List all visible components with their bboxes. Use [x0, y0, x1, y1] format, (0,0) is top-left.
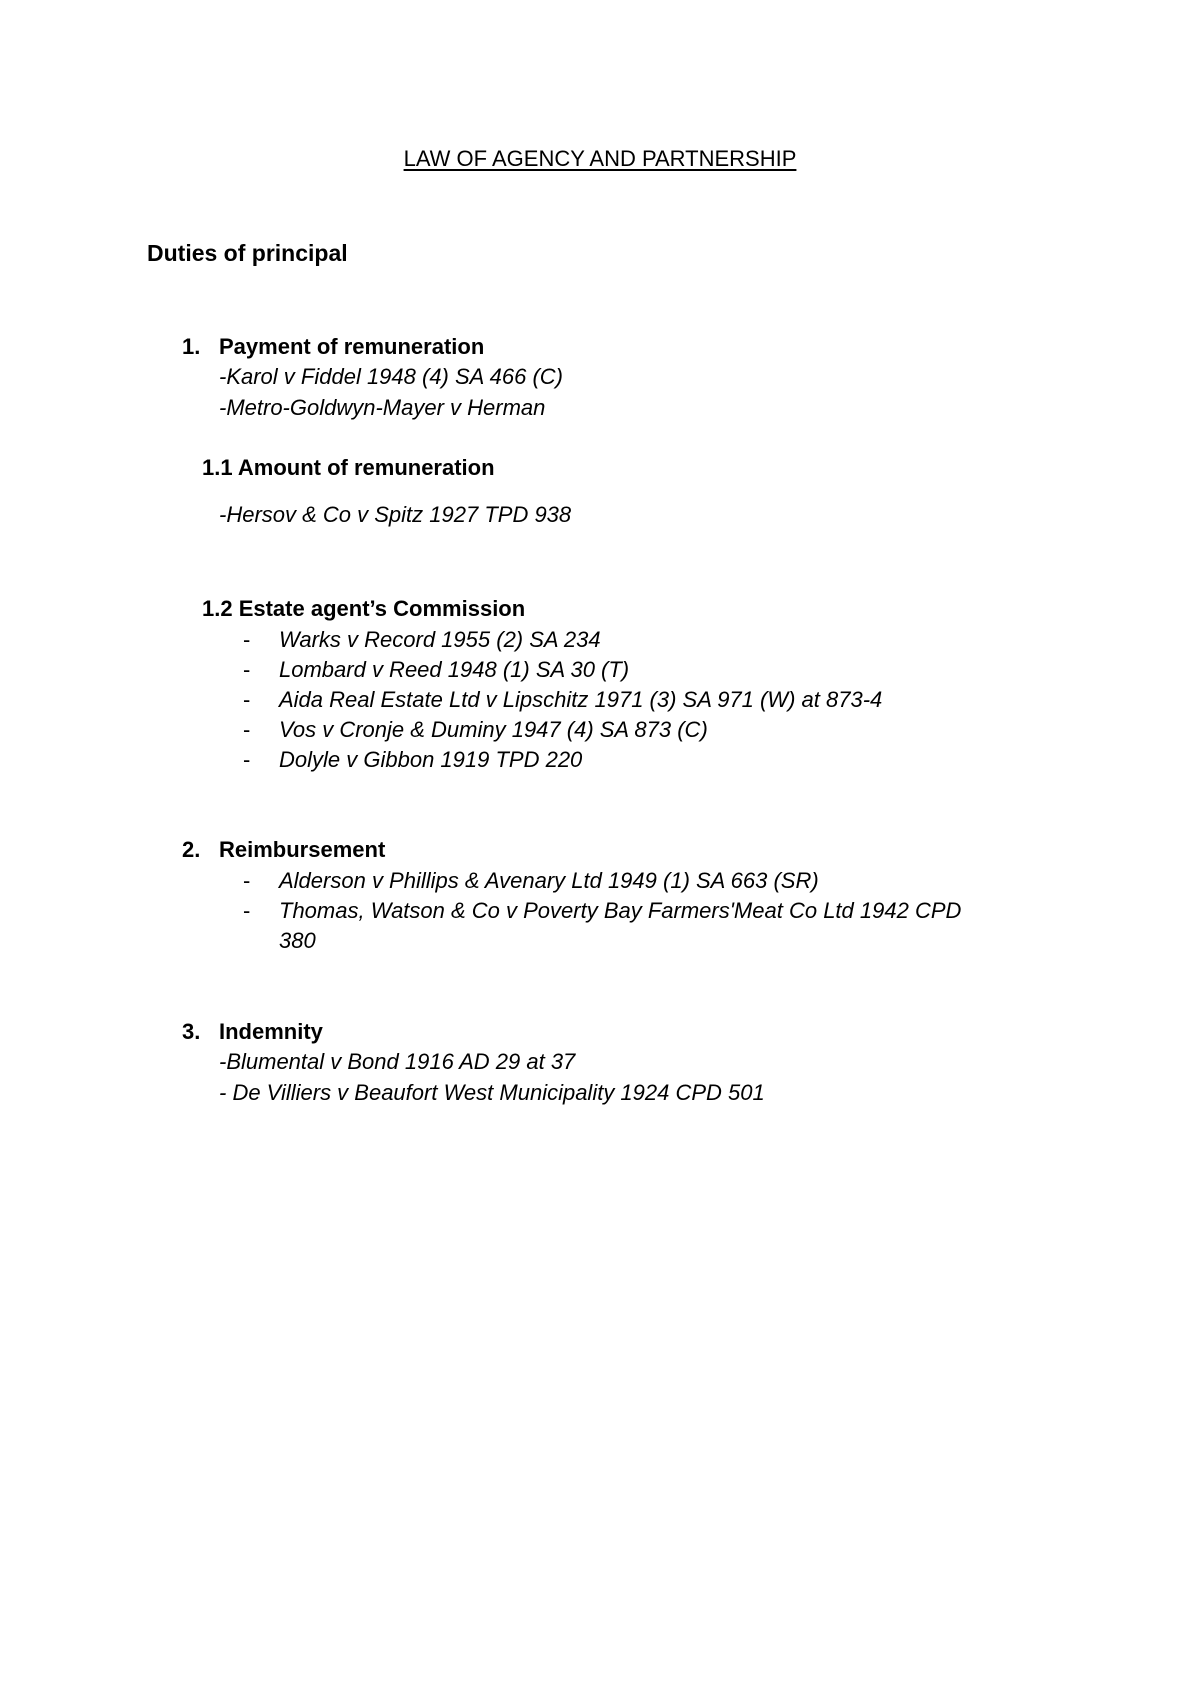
- list-bullet: -: [243, 898, 251, 923]
- item-1-label: Payment of remuneration: [219, 334, 485, 359]
- list-bullet: -: [243, 687, 251, 712]
- list-bullet: -: [243, 868, 251, 893]
- item-3-number: 3.: [182, 1019, 201, 1044]
- case-citation: -Metro-Goldwyn-Mayer v Herman: [219, 395, 546, 420]
- case-citation: Lombard v Reed 1948 (1) SA 30 (T): [279, 657, 630, 682]
- case-citation: Alderson v Phillips & Avenary Ltd 1949 (1) SA 663 (SR): [279, 868, 819, 893]
- subsection-1-1-label: 1.1 Amount of remuneration: [202, 455, 495, 480]
- item-3-label: Indemnity: [219, 1019, 323, 1044]
- case-citation: Vos v Cronje & Duminy 1947 (4) SA 873 (C): [279, 717, 708, 742]
- case-citation: Dolyle v Gibbon 1919 TPD 220: [279, 747, 583, 772]
- case-citation-continuation: 380: [279, 928, 316, 953]
- item-2-number: 2.: [182, 837, 201, 862]
- case-citation: Aida Real Estate Ltd v Lipschitz 1971 (3) SA 971 (W) at 873-4: [279, 687, 883, 712]
- subsection-1-2-label: 1.2 Estate agent’s Commission: [202, 596, 526, 621]
- case-citation: -Karol v Fiddel 1948 (4) SA 466 (C): [219, 364, 563, 389]
- list-bullet: -: [243, 717, 251, 742]
- case-citation: Thomas, Watson & Co v Poverty Bay Farmers'Meat Co Ltd 1942 CPD: [279, 898, 962, 923]
- case-citation: -Blumental v Bond 1916 AD 29 at 37: [219, 1049, 576, 1074]
- item-1-number: 1.: [182, 334, 201, 359]
- list-bullet: -: [243, 627, 251, 652]
- section-heading: Duties of principal: [147, 240, 348, 266]
- case-citation: -Hersov & Co v Spitz 1927 TPD 938: [219, 502, 572, 527]
- list-bullet: -: [243, 657, 251, 682]
- case-citation: - De Villiers v Beaufort West Municipality 1924 CPD 501: [219, 1080, 765, 1105]
- list-bullet: -: [243, 747, 251, 772]
- item-2-label: Reimbursement: [219, 837, 386, 862]
- case-citation: Warks v Record 1955 (2) SA 234: [279, 627, 601, 652]
- document-title: LAW OF AGENCY AND PARTNERSHIP: [403, 146, 797, 171]
